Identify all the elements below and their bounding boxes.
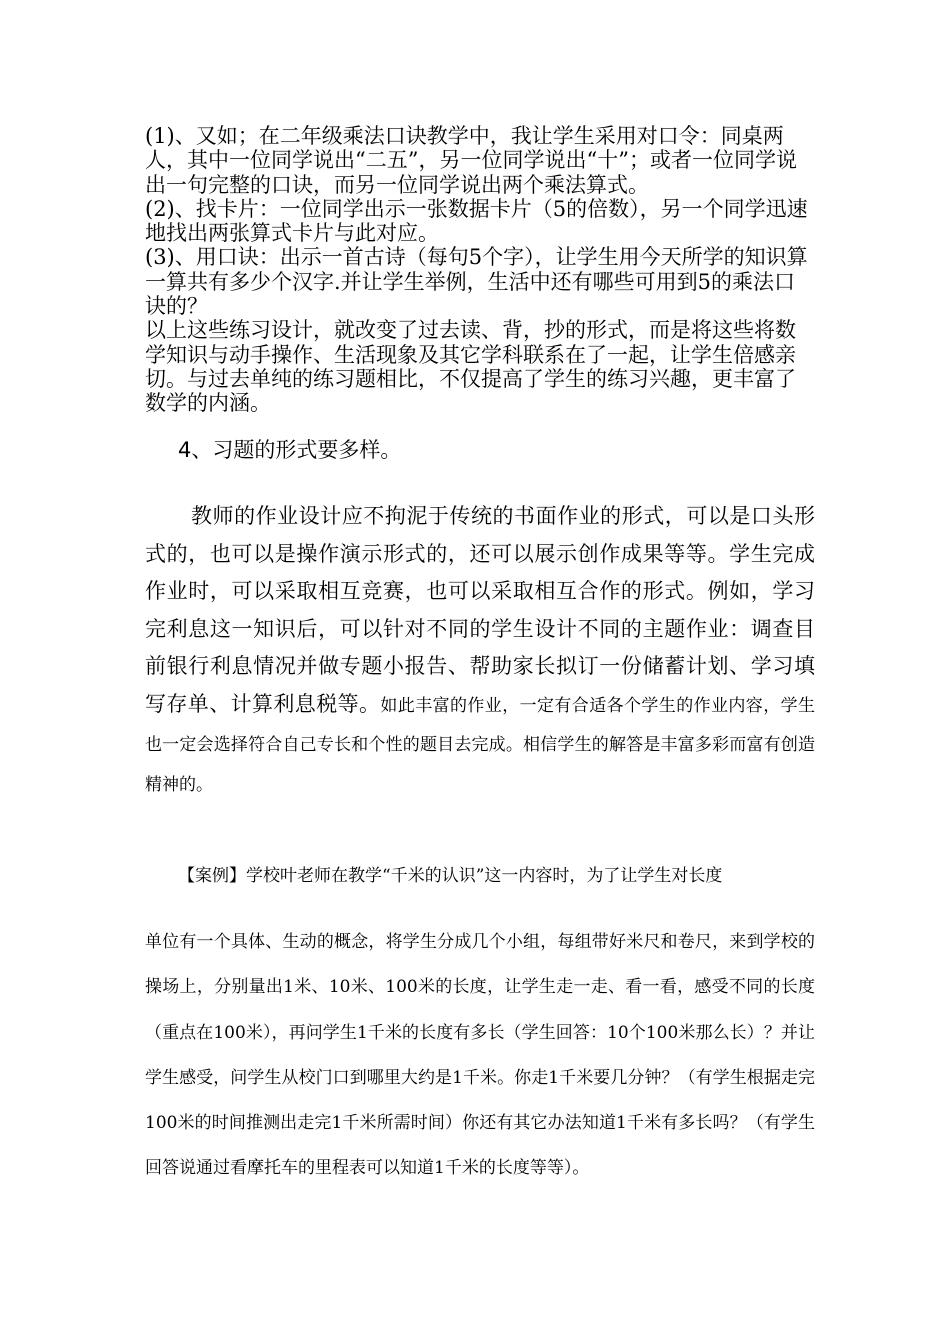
homework-design-main-text: 教师的作业设计应不拘泥于传统的书面作业的形式，可以是口头形式的，也可以是操作演示形式的，还可以展示创作成果等等。学生完成作业时，可以采取相互竞赛，也可以采取相互合作的形式。例如，学习完利息这一知识后，可以针对不同的学生设计不同的主题作业：调查目前银行利息情况并做专题小报告、帮助家长拟订一份储蓄计划、学习填写存单、计算利息税等。 [145,504,815,716]
homework-design-tail-text: 如此丰富的作业，一定有合适各个学生的作业内容，学生也一定会选择符合自己专长和个性的题目去完成。相信学生的解答是丰富多彩而富有创造精神的。 [145,695,816,795]
example-1-paragraph: (1)、又如；在二年级乘法口诀教学中，我让学生采用对口令：同桌两人，其中一位同学说出“二五”，另一位同学说出“十”；或者一位同学说出一句完整的口诀，而另一位同学说出两个乘法算式。 [145,124,797,197]
case-paragraph: 单位有一个具体、生动的概念，将学生分成几个小组，每组带好米尺和卷尺，来到学校的操场上，分别量出1米、10米、100米的长度，让学生走一走、看一看，感受不同的长度（重点在100米），再问学生1千米的长度有多长（学生回答：10个100米那么长）？并让学生感受，问学生从校门口到哪里大约是1千米。你走1千米要几分钟？（有学生根据走完100米的时间推测出走完1千米所需时间）你还有其它办法知道1千米有多长吗？（有学生回答说通过看摩托车的里程表可以知道1千米的长度等等）。 [145,932,815,1179]
case-first-line: 【案例】学校叶老师在教学“千米的认识”这一内容时，为了让学生对长度 [178,866,723,886]
summary-paragraph: 以上这些练习设计，就改变了过去读、背，抄的形式，而是将这些将数学知识与动手操作、生活现象及其它学科联系在了一起，让学生倍感亲切。与过去单纯的练习题相比，不仅提高了学生的练习兴趣，更丰富了数学的内涵。 [145,318,796,416]
example-3-paragraph: (3)、用口诀：出示一首古诗（每句5个字），让学生用今天所学的知识算一算共有多少个汉字.并让学生举例，生活中还有哪些可用到5的乘法口诀的？ [145,245,808,319]
example-2-paragraph: (2)、找卡片：一位同学出示一张数据卡片（5的倍数），另一个同学迅速地找出两张算式卡片与此对应。 [145,196,808,246]
section-heading: 4、习题的形式要多样。 [178,438,402,462]
homework-design-paragraph [145,498,815,804]
practice-examples [145,124,815,416]
